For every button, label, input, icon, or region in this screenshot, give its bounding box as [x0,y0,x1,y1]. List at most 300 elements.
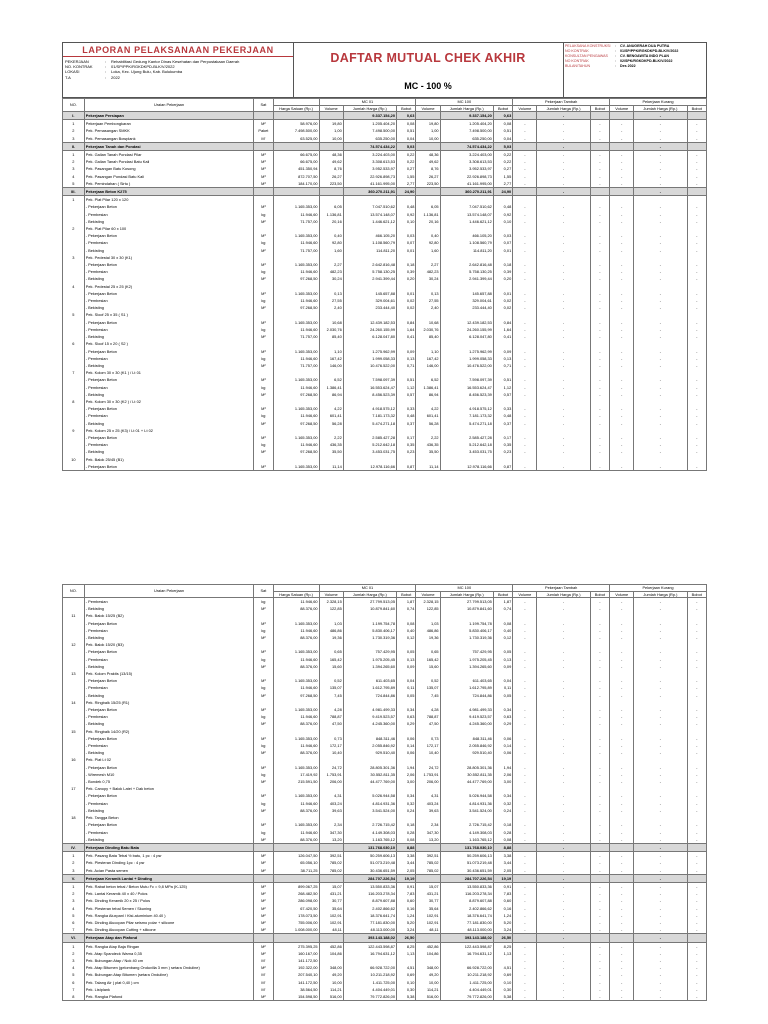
cell-weight: 0,32 [397,800,416,807]
cell-unit [254,934,273,942]
cell-weight: 0,22 [493,158,512,165]
cell-amount: 1.612.795,89 [343,684,396,691]
cell-dash: - [610,634,634,641]
cell-dash: - [590,261,609,268]
cell-dash: - [513,158,537,165]
cell-unit-price: 71.757,00 [273,362,319,369]
cell-weight: 0,87 [397,463,416,471]
cell-amount: 4.918.575,12 [343,405,396,412]
col-header-blank [273,585,319,592]
cell-weight [397,728,416,735]
cell-dash: - [513,211,537,218]
cell-dash [513,427,537,434]
cell-dash [634,785,687,792]
cell-no [63,742,85,749]
cell-unit-price: 17.419,92 [273,771,319,778]
cell-unit: M² [254,720,273,727]
col-header-amount: Jumlah Harga (Rp.) [343,106,396,112]
contractor-info-key: PELAKSANA KONSTRUKSI [565,44,611,48]
cell-amount: 1.975.205,45 [343,656,396,663]
cell-dash [634,340,687,347]
cell-no: 1 [63,151,85,159]
table-row [63,867,707,875]
cell-volume: 347,30 [319,829,343,836]
cell-dash: - [590,180,609,188]
cell-dash: - [590,771,609,778]
cell-weight: 26,50 [397,934,416,942]
table-row [63,656,707,663]
cell-weight [590,188,609,196]
cell-dash [537,225,590,232]
cell-dash: - [513,232,537,239]
cell-unit-price: 88.376,00 [273,720,319,727]
cell-amount [343,196,396,204]
cell-dash: - [687,605,706,612]
cell-no: 1 [63,852,85,860]
cell-volume [416,398,440,405]
cell-volume [416,369,440,376]
cell-amount [343,456,396,463]
cell-weight: 0,03 [397,232,416,239]
cell-dash: - [513,692,537,699]
cell-volume: 1.753,91 [416,771,440,778]
cell-dash: - [610,627,634,634]
cell-weight [397,254,416,261]
cell-volume: 10,00 [319,135,343,143]
cell-unit-price: 88.376,00 [273,634,319,641]
cell-weight [397,196,416,204]
cell-unit: M' [254,957,273,964]
cell-amount [343,670,396,677]
project-info-value: 01/SP/PPK/RGKDKPD-BLK/V/2022 [111,64,175,70]
project-info-key: LOKASI [65,69,80,75]
cell-amount [343,254,396,261]
cell-description: Pek. Pemindahan ( Sirtu ) [84,180,253,188]
cell-no: 15 [63,728,85,735]
cell-dash: - [610,127,634,134]
cell-dash: - [537,634,590,641]
cell-dash: - [513,180,537,188]
cell-dash: - [634,188,687,196]
cell-dash: - [590,598,609,606]
col-header-volume: Volume [610,106,634,112]
cell-dash: - [687,684,706,691]
cell-dash: - [634,890,687,897]
cell-dash: - [610,268,634,275]
cell-section-total: 284.707.226,54 [440,874,493,882]
table-row [63,218,707,225]
cell-weight: 0,10 [493,218,512,225]
cell-dash [537,756,590,763]
cell-unit-price: 88.376,00 [273,807,319,814]
table-row [63,598,707,606]
cell-dash: - [537,692,590,699]
cell-dash: - [634,852,687,860]
cell-volume: 486,86 [416,627,440,634]
cell-no: 1 [63,120,85,128]
cell-unit: M³ [254,792,273,799]
cell-dash: - [590,355,609,362]
cell-dash: - [513,684,537,691]
cell-volume: 0,65 [416,648,440,655]
cell-volume: 11,14 [416,463,440,471]
cell-amount: 16.794.631,12 [440,950,493,957]
cell-volume: 2,27 [416,261,440,268]
cell-section-total: 74.574.434,22 [440,142,493,150]
cell-dash: - [513,905,537,912]
cell-unit [254,670,273,677]
cell-dash: - [634,677,687,684]
cell-dash: - [687,180,706,188]
cell-amount: 8.879.607,88 [343,897,396,904]
cell-dash: - [590,268,609,275]
cell-amount: 4.981.499,33 [343,706,396,713]
cell-dash: - [687,275,706,282]
col-header-volume: Volume [513,592,537,598]
table-row [63,942,707,950]
cell-dash [687,785,706,792]
cell-no: 2 [63,158,85,165]
cell-dash: - [610,319,634,326]
cell-dash: - [610,297,634,304]
cell-dash: - [687,648,706,655]
cell-dash: - [687,957,706,964]
cell-amount [440,728,493,735]
cell-unit-price: 899.067,25 [273,882,319,890]
cell-amount: 466.105,20 [440,232,493,239]
cell-dash: - [610,656,634,663]
cell-unit-price: 178.073,50 [273,912,319,919]
cell-unit-price [273,188,319,196]
cell-unit-price: 97.268,50 [273,304,319,311]
cell-weight [397,814,416,821]
cell-amount: 18.376.641,74 [440,912,493,919]
cell-dash [590,728,609,735]
cell-volume: 85,40 [416,333,440,340]
cell-amount [440,311,493,318]
cell-amount: 27.799.513,05 [440,598,493,606]
cell-unit-price: 11.946,60 [273,297,319,304]
cell-dash [590,756,609,763]
cell-dash: - [590,942,609,950]
cell-dash: - [590,677,609,684]
cell-dash: - [634,218,687,225]
cell-weight: 0,48 [397,412,416,419]
cell-dash: - [537,203,590,210]
cell-unit-price: 1.165.353,00 [273,319,319,326]
cell-unit [254,785,273,792]
cell-volume [416,142,440,150]
table-row [63,254,707,261]
cell-dash [537,254,590,261]
contractor-info-row [565,64,678,69]
cell-dash: - [513,362,537,369]
cell-dash: - [537,362,590,369]
col-header-unit: Sat [254,585,273,598]
cell-dash: - [610,926,634,934]
cell-volume: 785,02 [319,859,343,866]
cell-dash: - [590,912,609,919]
cell-weight [493,311,512,318]
cell-weight [493,456,512,463]
cell-volume: 4,28 [416,706,440,713]
cell-dash [610,814,634,821]
cell-volume: 20,16 [416,218,440,225]
cell-volume: 102,91 [416,912,440,919]
cell-dash [590,814,609,821]
table-row [63,391,707,398]
table-row [63,764,707,771]
cell-dash: - [513,648,537,655]
cell-dash [634,311,687,318]
cell-dash: - [634,792,687,799]
cell-dash: - [634,420,687,427]
cell-dash: - [634,663,687,670]
cell-unit-price: 71.757,00 [273,218,319,225]
cell-dash: - [687,326,706,333]
cell-dash [610,311,634,318]
cell-amount [343,225,396,232]
cell-unit-price: 451.350,94 [273,165,319,172]
cell-dash [610,254,634,261]
cell-dash: - [634,247,687,254]
cell-dash [513,369,537,376]
cell-volume: 1,60 [416,247,440,254]
cell-dash: - [590,792,609,799]
cell-description: - Pembesian [84,829,253,836]
cell-volume: 482,23 [416,268,440,275]
cell-no: 1 [63,882,85,890]
cell-unit-price: 1.165.353,00 [273,405,319,412]
cell-description: Pekerjaan Beton K275 [84,188,253,196]
cell-dash: - [634,304,687,311]
cell-dash: - [537,749,590,756]
cell-no: 2 [63,127,85,134]
cell-volume [416,699,440,706]
cell-amount: 466.105,20 [343,232,396,239]
cell-amount [440,641,493,648]
cell-dash: - [634,742,687,749]
cell-volume: 35,50 [416,448,440,455]
cell-no [63,771,85,778]
cell-no [63,778,85,785]
cell-dash: - [687,735,706,742]
cell-dash: - [590,634,609,641]
mutual-check-table-page-2 [62,584,707,1001]
cell-unit: M² [254,836,273,844]
cell-no [63,362,85,369]
cell-unit: kg [254,268,273,275]
cell-amount: 757.429,95 [440,648,493,655]
cell-dash [590,196,609,204]
cell-dash: - [634,448,687,455]
cell-amount: 5.474.271,18 [343,420,396,427]
cell-dash: - [687,333,706,340]
cell-dash: - [687,764,706,771]
cell-dash: - [537,218,590,225]
cell-volume: 2.030,76 [416,326,440,333]
cell-weight: 1,94 [493,764,512,771]
cell-description: Pek. Tangga Beton [84,814,253,821]
cell-dash [610,283,634,290]
cell-weight [493,728,512,735]
cell-description: Pek. Dinding Alucopan Pilar seismo polar + silicone [84,919,253,926]
cell-amount [440,756,493,763]
cell-dash: - [634,180,687,188]
cell-volume: 104,86 [416,950,440,957]
cell-dash: - [513,384,537,391]
contractor-info [565,44,678,69]
cell-amount: 22.926.898,73 [343,173,396,180]
cell-dash [634,398,687,405]
cell-weight: 0,39 [397,268,416,275]
cell-no [63,720,85,727]
cell-amount: 5.758.130,25 [440,268,493,275]
cell-volume: 486,86 [319,627,343,634]
cell-volume [319,670,343,677]
cell-dash: - [634,971,687,978]
cell-volume: 4,22 [416,405,440,412]
cell-description: Pek. Plesteran tebal Semen / Skuning [84,905,253,912]
cell-volume: 48,11 [319,926,343,934]
cell-dash: - [610,764,634,771]
cell-dash: - [634,463,687,471]
cell-volume: 30,24 [319,275,343,282]
cell-dash: - [634,275,687,282]
cell-unit: M' [254,971,273,978]
project-info-row [65,75,239,80]
cell-dash: - [537,434,590,441]
cell-unit: M³ [254,463,273,471]
cell-no: 4 [63,905,85,912]
cell-section-total: 74.574.434,22 [343,142,396,150]
cell-dash: - [610,135,634,143]
cell-dash: - [610,836,634,844]
cell-volume: 2,40 [416,304,440,311]
cell-description: - Pekerjaan Beton [84,261,253,268]
cell-dash: - [634,843,687,851]
col-header-blank [273,99,319,106]
cell-unit: kg [254,684,273,691]
cell-unit: M³ [254,677,273,684]
cell-dash [687,340,706,347]
cell-dash: - [590,434,609,441]
cell-volume: 167,42 [416,355,440,362]
cell-dash: - [513,771,537,778]
cell-unit: M³ [254,648,273,655]
cell-unit-price: 11.946,60 [273,598,319,606]
cell-description: - Bekisting [84,807,253,814]
cell-dash: - [634,859,687,866]
cell-weight: 0,04 [493,135,512,143]
cell-weight [493,699,512,706]
cell-dash: - [537,297,590,304]
cell-dash: - [610,986,634,993]
table-row [63,749,707,756]
cell-unit-price: 71.757,00 [273,333,319,340]
section-row [63,843,707,851]
cell-dash: - [590,362,609,369]
cell-dash: - [537,319,590,326]
cell-weight: 7,83 [397,890,416,897]
cell-unit-price: 71.757,00 [273,247,319,254]
cell-dash: - [590,405,609,412]
cell-dash: - [590,971,609,978]
col-header-description: Uraian Pekerjaan [84,585,253,598]
cell-dash: - [590,800,609,807]
cell-weight: 0,37 [493,420,512,427]
cell-volume [513,934,537,942]
cell-volume [416,934,440,942]
cell-dash: - [537,188,590,196]
cell-dash: - [590,852,609,860]
cell-amount: 8.456.523,39 [440,391,493,398]
cell-weight: 0,01 [493,290,512,297]
cell-dash: - [590,964,609,971]
cell-dash: - [513,677,537,684]
cell-volume: 4,28 [319,706,343,713]
cell-volume: 10,00 [319,979,343,986]
cell-weight: 0,60 [493,897,512,904]
cell-amount: 12.439.182,53 [343,319,396,326]
cell-weight: 0,04 [397,677,416,684]
cell-dash: - [634,362,687,369]
table-row [63,814,707,821]
cell-dash: - [634,771,687,778]
cell-dash: - [590,135,609,143]
cell-description: - Bekisting [84,836,253,844]
cell-weight: 0,27 [493,165,512,172]
cell-weight: 5,20 [493,919,512,926]
cell-no [63,598,85,606]
col-header-no: NO. [63,585,85,598]
cell-dash: - [610,713,634,720]
cell-weight: 0,20 [493,275,512,282]
cell-weight: 0,71 [493,362,512,369]
cell-dash [513,612,537,619]
cell-amount: 1.108.560,79 [343,239,396,246]
cell-dash [537,311,590,318]
cell-description: Pek. Rangka Plafond [84,993,253,1001]
cell-dash [634,427,687,434]
cell-dash: - [537,677,590,684]
cell-dash: - [610,348,634,355]
cell-volume: 47,50 [416,720,440,727]
cell-weight [687,874,706,882]
cell-no [63,261,85,268]
cell-amount: 1.999.058,33 [343,355,396,362]
cell-no [63,441,85,448]
cell-dash: - [634,979,687,986]
cell-unit-price [273,612,319,619]
cell-weight [397,427,416,434]
cell-no: 3 [63,254,85,261]
cell-description: - Bondek 0,75 [84,778,253,785]
cell-description: - Pembesian [84,384,253,391]
cell-dash: - [513,412,537,419]
cell-unit-price: 88.376,00 [273,836,319,844]
cell-unit [254,369,273,376]
cell-amount: 3.541.524,00 [343,807,396,814]
cell-unit [254,283,273,290]
col-header-mc01: MC 01 [319,585,416,592]
cell-unit-price: 11.946,60 [273,627,319,634]
cell-amount: 10.879.841,60 [440,605,493,612]
cell-unit-price: 97.268,50 [273,391,319,398]
cell-amount: 30.436.651,59 [440,867,493,875]
cell-dash: - [590,297,609,304]
cell-dash: - [687,448,706,455]
